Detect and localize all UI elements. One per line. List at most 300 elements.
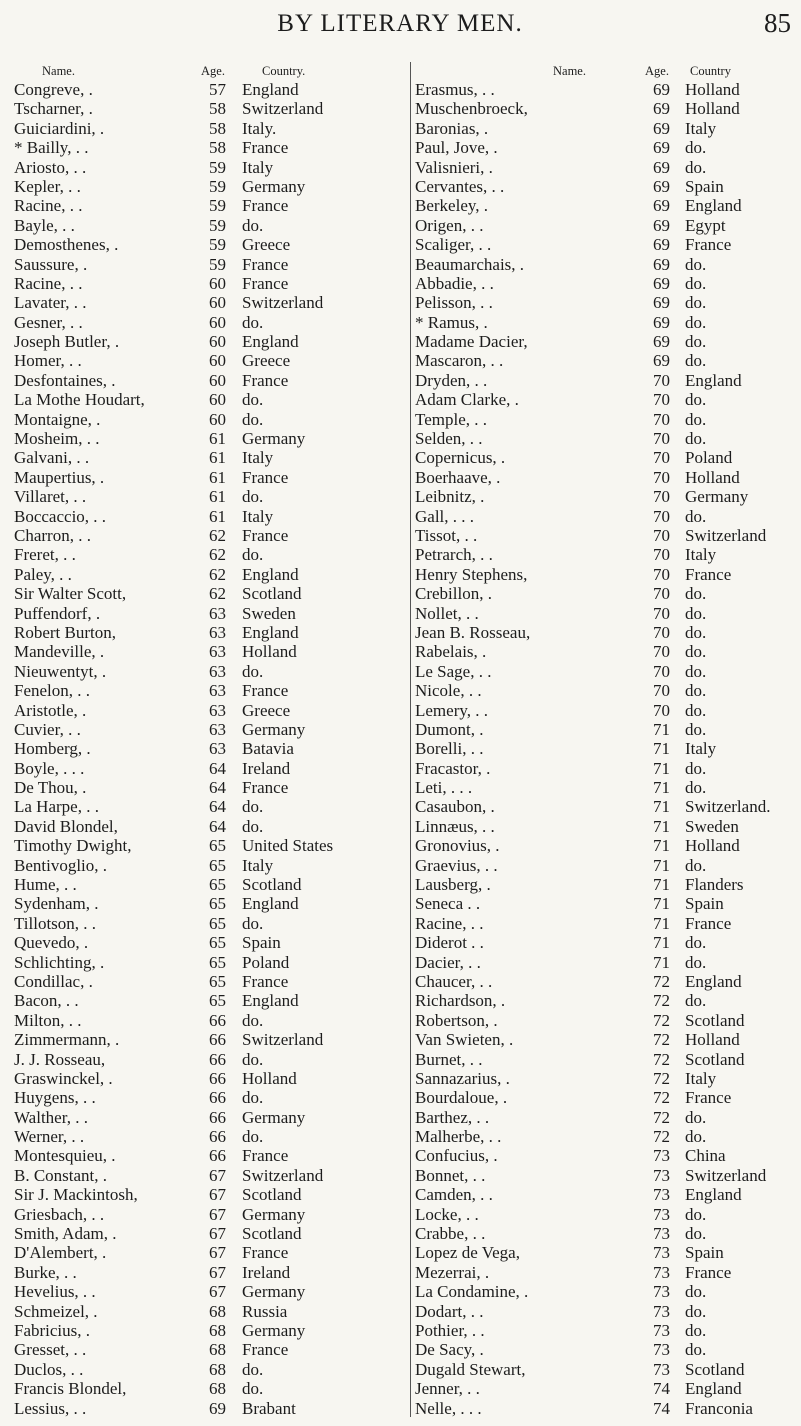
entry-age: 60 [209,332,226,352]
entry-age: 73 [653,1340,670,1360]
table-row [6,99,396,118]
table-row [415,1302,801,1321]
entry-country: Greece [242,235,291,255]
entry-age: 70 [653,506,670,526]
table-row [6,759,396,778]
entry-age: 73 [653,1146,670,1166]
entry-name: Sydenham, . [14,894,99,914]
table-row [415,487,801,506]
column-divider [410,62,411,1417]
entry-country: Scotland [685,1359,745,1379]
entry-country: France [242,273,289,293]
entry-name: Werner, . . [14,1127,85,1147]
entry-name: De Sacy, . [415,1340,484,1360]
entry-name: Adam Clarke, . [415,390,519,410]
entry-age: 69 [653,254,670,274]
entry-name: Cuvier, . . [14,719,81,739]
entry-age: 72 [653,1068,670,1088]
table-row [6,1263,396,1282]
table-row [415,1146,801,1165]
entry-age: 59 [209,215,226,235]
entry-country: Ireland [242,758,291,778]
entry-age: 59 [209,196,226,216]
entry-age: 65 [209,894,226,914]
entry-name: Erasmus, . . [415,80,495,99]
table-row [6,80,396,99]
entry-country: do. [685,642,707,662]
entry-age: 63 [209,622,226,642]
entry-age: 58 [209,99,226,119]
table-row [6,332,396,351]
table-row [6,216,396,235]
entry-country: Holland [685,1030,740,1050]
table-row [6,468,396,487]
entry-country: do. [242,215,264,235]
entry-name: Petrarch, . . [415,545,493,565]
entry-age: 67 [209,1165,226,1185]
entry-country: do. [685,429,707,449]
age-header: Age. [201,64,225,78]
entry-age: 69 [653,235,670,255]
entry-age: 67 [209,1243,226,1263]
entry-name: Sir J. Mackintosh, [14,1185,138,1205]
table-row [415,293,801,312]
entry-name: Bayle, . . [14,215,75,235]
entry-age: 71 [653,739,670,759]
entry-country: do. [685,661,707,681]
table-row [6,604,396,623]
entry-age: 69 [653,80,670,99]
entry-age: 71 [653,836,670,856]
entry-age: 74 [653,1379,670,1399]
entry-age: 70 [653,545,670,565]
entry-name: Malherbe, . . [415,1127,502,1147]
table-row [6,526,396,545]
table-row [6,1321,396,1340]
entry-country: do. [685,390,707,410]
entry-age: 59 [209,254,226,274]
entry-name: David Blondel, [14,816,118,836]
entry-age: 73 [653,1243,670,1263]
entry-age: 68 [209,1301,226,1321]
entry-country: do. [685,933,707,953]
entry-country: do. [242,390,264,410]
entry-country: France [242,778,289,798]
table-row [6,410,396,429]
entry-name: Baronias, . [415,118,489,138]
entry-name: * Bailly, . . [14,138,89,158]
entry-name: Bourdaloue, . [415,1088,508,1108]
entry-age: 69 [653,293,670,313]
entry-name: Beaumarchais, . [415,254,525,274]
entry-age: 70 [653,370,670,390]
entry-country: Holland [242,1068,297,1088]
entry-country: Spain [685,176,724,196]
entry-country: Germany [242,1282,306,1302]
entry-name: Guiciardini, . [14,118,105,138]
table-row [415,138,801,157]
entry-age: 66 [209,1127,226,1147]
entry-name: Fenelon, . . [14,681,91,701]
entry-age: 71 [653,855,670,875]
entry-country: do. [685,312,707,332]
table-row [6,351,396,370]
entry-age: 66 [209,1030,226,1050]
entry-name: Fabricius, . [14,1321,91,1340]
entry-name: Dumont, . [415,719,484,739]
entry-name: Duclos, . . [14,1359,84,1379]
entry-name: Bacon, . . [14,991,79,1011]
entry-country: France [242,370,289,390]
entry-name: La Harpe, . . [14,797,99,817]
table-row [415,255,801,274]
entry-name: Hevelius, . . [14,1282,96,1302]
entry-country: Russia [242,1301,288,1321]
entry-age: 72 [653,1030,670,1050]
entry-name: Locke, . . [415,1204,479,1224]
entry-name: Saussure, . [14,254,88,274]
entry-age: 65 [209,991,226,1011]
table-row [415,584,801,603]
entry-age: 71 [653,816,670,836]
entry-name: Robert Burton, [14,622,116,642]
entry-age: 65 [209,836,226,856]
entry-country: Italy [242,855,274,875]
entry-name: Sir Walter Scott, [14,584,127,604]
left-column [6,62,396,1418]
entry-name: Pothier, . . [415,1321,485,1340]
entry-country: Scotland [242,584,302,604]
entry-age: 70 [653,584,670,604]
entry-country: do. [685,273,707,293]
entry-age: 70 [653,661,670,681]
entry-name: Barthez, . . [415,1107,490,1127]
entry-age: 69 [653,332,670,352]
entry-age: 62 [209,545,226,565]
entry-country: do. [685,952,707,972]
entry-country: Germany [685,487,749,507]
entry-country: Scotland [242,875,302,895]
entry-name: Jenner, . . [415,1379,480,1399]
entry-country: England [242,622,299,642]
entry-name: Crabbe, . . [415,1224,486,1244]
name-header: Name. [42,64,75,78]
entry-name: Cervantes, . . [415,176,505,196]
table-row [415,1360,801,1379]
entry-country: do. [242,913,264,933]
entry-country: do. [685,1282,707,1302]
table-row [415,216,801,235]
table-row [6,836,396,855]
entry-country: Switzerland [242,293,324,313]
entry-name: Casaubon, . [415,797,495,817]
entry-country: Batavia [242,739,294,759]
entry-age: 67 [209,1262,226,1282]
entry-country: do. [242,1359,264,1379]
table-row [6,681,396,700]
left-entries [6,80,396,1418]
entry-name: Paul, Jove, . [415,138,498,158]
entry-country: Sweden [242,603,296,623]
table-row [415,1379,801,1398]
entry-name: De Thou, . [14,778,87,798]
entry-country: France [242,1340,289,1360]
entry-age: 67 [209,1185,226,1205]
entry-age: 67 [209,1282,226,1302]
entry-name: Tissot, . . [415,525,478,545]
entry-name: Maupertius, . [14,467,105,487]
entry-name: Gall, . . . [415,506,475,526]
entry-country: England [685,1185,742,1205]
entry-country: do. [685,293,707,313]
entry-name: Tillotson, . . [14,913,97,933]
right-entries [415,80,801,1418]
entry-name: Quevedo, . [14,933,89,953]
table-row [415,817,801,836]
table-row [6,235,396,254]
entry-country: France [242,196,289,216]
table-row [415,1205,801,1224]
entry-country: do. [242,816,264,836]
entry-age: 64 [209,778,226,798]
table-row [6,1360,396,1379]
table-row [415,856,801,875]
entry-age: 70 [653,467,670,487]
entry-name: Chaucer, . . [415,971,493,991]
entry-name: Leibnitz, . [415,487,485,507]
table-row [415,1011,801,1030]
table-row [6,138,396,157]
entry-country: do. [685,719,707,739]
table-row [6,1127,396,1146]
entry-age: 63 [209,603,226,623]
entry-age: 73 [653,1321,670,1340]
entry-age: 69 [653,273,670,293]
table-row [6,1340,396,1359]
left-column-header [6,62,396,80]
entry-age: 70 [653,429,670,449]
entry-age: 71 [653,913,670,933]
entry-country: do. [685,603,707,623]
entry-country: Switzerland [685,1165,767,1185]
entry-age: 63 [209,700,226,720]
table-row [6,293,396,312]
entry-age: 72 [653,1049,670,1069]
entry-age: 60 [209,312,226,332]
entry-age: 70 [653,603,670,623]
entry-country: do. [685,1127,707,1147]
table-row [6,584,396,603]
entry-name: Gesner, . . [14,312,83,332]
table-row [415,526,801,545]
entry-country: Switzerland. [685,797,771,817]
table-row [6,972,396,991]
entry-age: 66 [209,1049,226,1069]
table-row [415,875,801,894]
entry-name: Nicole, . . [415,681,482,701]
table-row [6,1166,396,1185]
entry-age: 69 [653,138,670,158]
entry-country: Scotland [242,1185,302,1205]
entry-country: do. [685,681,707,701]
entry-name: Timothy Dwight, [14,836,132,856]
table-row [6,1302,396,1321]
table-row [415,1185,801,1204]
entry-name: Confucius, . [415,1146,498,1166]
entry-name: Jean B. Rosseau, [415,622,531,642]
entry-country: Scotland [685,1049,745,1069]
entry-age: 64 [209,816,226,836]
table-row [415,351,801,370]
entry-country: do. [242,409,264,429]
entry-name: J. J. Rosseau, [14,1049,106,1069]
entry-age: 70 [653,642,670,662]
entry-age: 69 [653,196,670,216]
running-head: BY LITERARY MEN. [277,10,523,37]
entry-country: England [685,196,742,216]
table-row [415,448,801,467]
entry-name: Henry Stephens, [415,564,528,584]
table-row [415,642,801,661]
entry-country: England [685,370,742,390]
table-row [6,991,396,1010]
entry-name: Demosthenes, . [14,235,119,255]
entry-name: Charron, . . [14,525,91,545]
entry-name: Graswinckel, . [14,1068,113,1088]
table-row [415,1340,801,1359]
entry-name: Diderot . . [415,933,484,953]
entry-age: 63 [209,661,226,681]
entry-name: Huygens, . . [14,1088,96,1108]
entry-name: B. Constant, . [14,1165,108,1185]
entry-age: 70 [653,700,670,720]
country-header: Country [690,64,731,78]
entry-name: Nelle, . . . [415,1398,482,1418]
table-row [6,565,396,584]
entry-country: do. [685,1204,707,1224]
entry-country: do. [242,1049,264,1069]
right-column [415,62,801,1418]
table-row [415,235,801,254]
entry-country: England [242,991,299,1011]
entry-name: Bonnet, . . [415,1165,486,1185]
entry-country: Poland [685,448,733,468]
table-row [415,545,801,564]
entry-country: do. [242,1379,264,1399]
entry-country: do. [242,1127,264,1147]
entry-country: do. [685,758,707,778]
entry-age: 72 [653,971,670,991]
table-row [415,332,801,351]
table-row [6,1030,396,1049]
entry-country: Italy [242,157,274,177]
entry-age: 60 [209,351,226,371]
entry-country: China [685,1146,726,1166]
entry-country: do. [685,157,707,177]
entry-name: Muschenbroeck, [415,99,528,119]
entry-name: Racine, . . [14,273,83,293]
entry-country: France [685,564,732,584]
table-row [415,1263,801,1282]
entry-name: Robertson, . [415,1010,498,1030]
entry-age: 68 [209,1321,226,1340]
table-row [6,158,396,177]
entry-country: do. [685,254,707,274]
table-row [6,933,396,952]
entry-country: do. [685,506,707,526]
entry-name: Copernicus, . [415,448,506,468]
entry-name: Gresset, . . [14,1340,87,1360]
entry-age: 72 [653,991,670,1011]
table-row [6,255,396,274]
entry-name: Griesbach, . . [14,1204,105,1224]
entry-name: Homberg, . [14,739,91,759]
table-row [6,720,396,739]
entry-country: France [242,467,289,487]
table-row [6,1185,396,1204]
page-number: 85 [764,8,791,38]
entry-age: 66 [209,1010,226,1030]
entry-name: Gronovius, . [415,836,500,856]
entry-country: do. [685,700,707,720]
table-row [415,1088,801,1107]
entry-name: Racine, . . [14,196,83,216]
table-row [6,642,396,661]
table-row [6,1146,396,1165]
entry-age: 63 [209,739,226,759]
entry-country: England [685,971,742,991]
table-row [6,448,396,467]
entry-country: Scotland [685,1010,745,1030]
entry-name: Aristotle, . [14,700,87,720]
table-row [415,196,801,215]
table-row [415,836,801,855]
entry-country: Spain [242,933,281,953]
entry-country: France [242,971,289,991]
entry-age: 73 [653,1165,670,1185]
entry-age: 57 [209,80,226,99]
entry-country: do. [685,991,707,1011]
entry-country: Brabant [242,1398,296,1418]
entry-country: Italy. [242,118,277,138]
table-row [415,313,801,332]
entry-age: 62 [209,564,226,584]
table-row [6,1050,396,1069]
entry-country: France [685,1088,732,1108]
table-row [6,1205,396,1224]
entry-country: France [242,1243,289,1263]
entry-name: Mascaron, . . [415,351,504,371]
entry-name: Kepler, . . [14,176,81,196]
entry-age: 66 [209,1068,226,1088]
entry-age: 62 [209,525,226,545]
table-row [6,739,396,758]
entry-age: 73 [653,1262,670,1282]
entry-country: Ireland [242,1262,291,1282]
table-row [6,1399,396,1418]
entry-name: Richardson, . [415,991,506,1011]
table-row [6,1088,396,1107]
table-row [415,99,801,118]
entry-name: Montaigne, . [14,409,101,429]
entry-name: Tscharner, . [14,99,93,119]
entry-name: Rabelais, . [415,642,487,662]
entry-age: 70 [653,448,670,468]
table-row [6,274,396,293]
entry-age: 68 [209,1359,226,1379]
table-row [6,177,396,196]
entry-country: do. [242,487,264,507]
